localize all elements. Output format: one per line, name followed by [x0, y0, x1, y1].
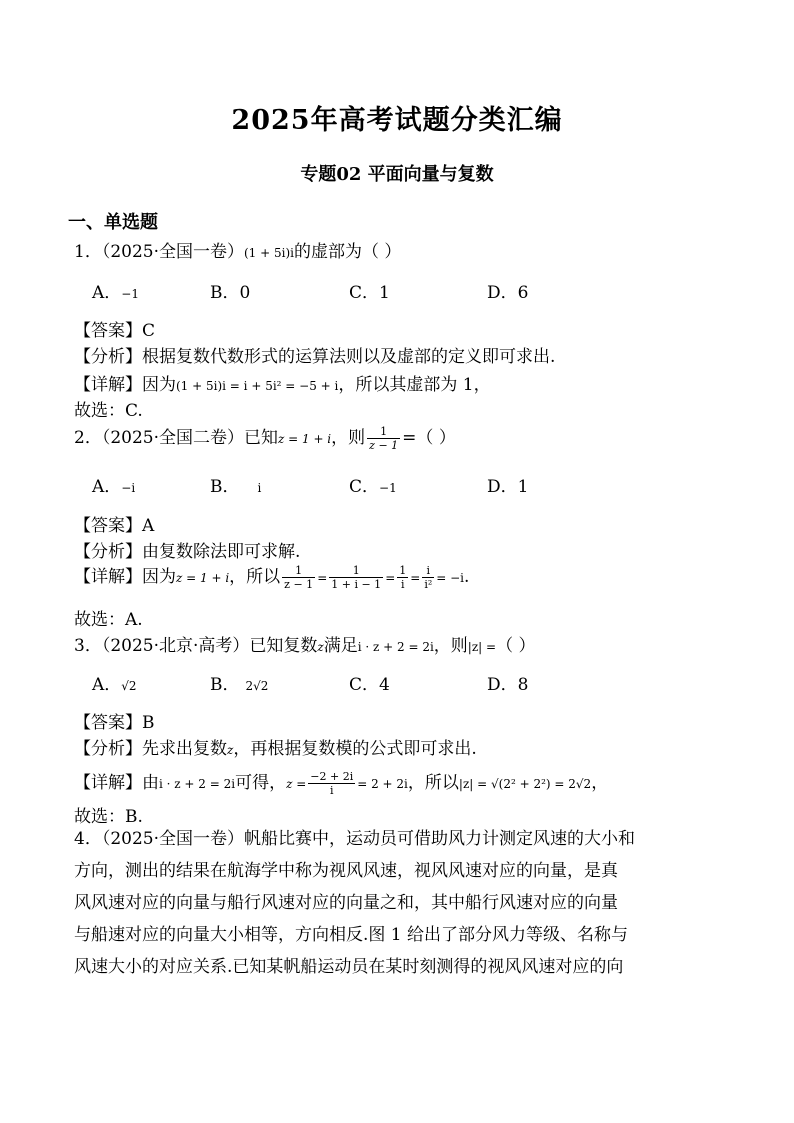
q1-choice: 故选：C. — [74, 401, 143, 421]
q4-line: 风速大小的对应关系.已知某帆船运动员在某时刻测得的视风风速对应的向 — [74, 957, 624, 977]
q3-choice: 故选：B. — [74, 807, 143, 827]
q2-option-d: D．1 — [487, 477, 529, 497]
q2-option-b-value: i — [257, 481, 262, 495]
q3-option-c: C．4 — [349, 675, 390, 695]
q4-line: 风风速对应的向量与船行风速对应的向量之和，其中船行风速对应的向量 — [74, 893, 618, 913]
q2-option-c-value: −1 — [379, 481, 397, 495]
document-subtitle: 专题02 平面向量与复数 — [300, 164, 494, 185]
q1-option-a: A．−1 — [92, 283, 139, 303]
question-2-stem: 2．（2025·全国二卷）已知z = 1 + i，则 $\frac{1}{z - 1}$ =（ ） — [74, 425, 456, 452]
q2-answer: 【答案】A — [74, 516, 155, 536]
q1-prefix: 1．（2025·全国一卷） — [74, 242, 244, 262]
q3-option-d: D．8 — [487, 675, 529, 695]
q2-given: z = 1 + i — [277, 432, 332, 446]
q1-detail-expression: (1 + 5i)i = i + 5i² = −5 + i — [176, 379, 339, 393]
q3-option-a-value: √2 — [121, 679, 137, 693]
q1-analysis: 【分析】根据复数代数形式的运算法则以及虚部的定义即可求出. — [74, 347, 556, 367]
q2-option-a: A．−i — [92, 477, 136, 497]
q3-option-b-value: 2√2 — [245, 679, 269, 693]
q1-expression: (1 + 5i)i — [243, 246, 294, 260]
q1-suffix: 的虚部为（ ） — [293, 242, 402, 262]
q1-option-c: C．1 — [349, 283, 390, 303]
document-title: 2025年高考试题分类汇编 — [231, 105, 563, 136]
q4-line: 与船速对应的向量大小相等，方向相反.图 1 给出了部分风力等级、名称与 — [74, 925, 629, 945]
question-1-stem — [74, 237, 401, 262]
q2-option-c: C．−1 — [349, 477, 397, 497]
q3-detail: 【详解】由i · z + 2 = 2i可得，z = $\frac{-2 + 2i}{i}$ = 2 + 2i，所以|z| = √(2² + 2²) = 2√2， — [74, 770, 609, 797]
q1-answer: 【答案】C — [74, 321, 156, 341]
question-3-stem: 3．（2025·北京·高考）已知复数z满足i · z + 2 = 2i，则|z| =（ ） — [74, 636, 536, 656]
q3-analysis: 【分析】先求出复数z，再根据复数模的公式即可求出. — [74, 739, 477, 759]
question-4-stem — [74, 823, 724, 983]
q4-line: 方向，测出的结果在航海学中称为视风风速，视风风速对应的向量，是真 — [74, 861, 618, 881]
q1-option-d: D．6 — [487, 283, 529, 303]
q1-option-a-value: −1 — [121, 287, 139, 301]
q3-option-b: B． 2√2 — [210, 675, 269, 695]
q2-fraction: $\frac{1}{z - 1}$ — [369, 425, 399, 452]
q3-answer: 【答案】B — [74, 713, 155, 733]
q3-option-a: A．√2 — [92, 675, 137, 695]
q1-detail: 【详解】因为(1 + 5i)i = i + 5i² = −5 + i，所以其虚部为 1， — [74, 375, 491, 395]
q2-detail: 【详解】因为z = 1 + i，所以 $\frac{1}{z - 1}$ = $\frac{1}{1 + i - 1}$ = $\frac{1}{i}$ = $\frac{i}{\text{i²}}$ = −i. — [74, 564, 470, 591]
q1-option-b: B．0 — [210, 283, 251, 303]
q2-option-a-value: −i — [121, 481, 136, 495]
q4-line: 4．（2025·全国一卷）帆船比赛中，运动员可借助风力计测定风速的大小和 — [74, 829, 635, 849]
section-heading: 一、单选题 — [68, 212, 158, 233]
q3-abs-z: |z| = — [467, 640, 497, 654]
q2-analysis: 【分析】由复数除法即可求解. — [74, 542, 301, 562]
q2-option-b: B． i — [210, 477, 262, 497]
q3-detail-modulus: |z| = √(2² + 2²) = 2√2 — [458, 777, 592, 791]
q3-condition: i · z + 2 = 2i — [357, 640, 434, 654]
q2-choice: 故选：A. — [74, 610, 143, 630]
